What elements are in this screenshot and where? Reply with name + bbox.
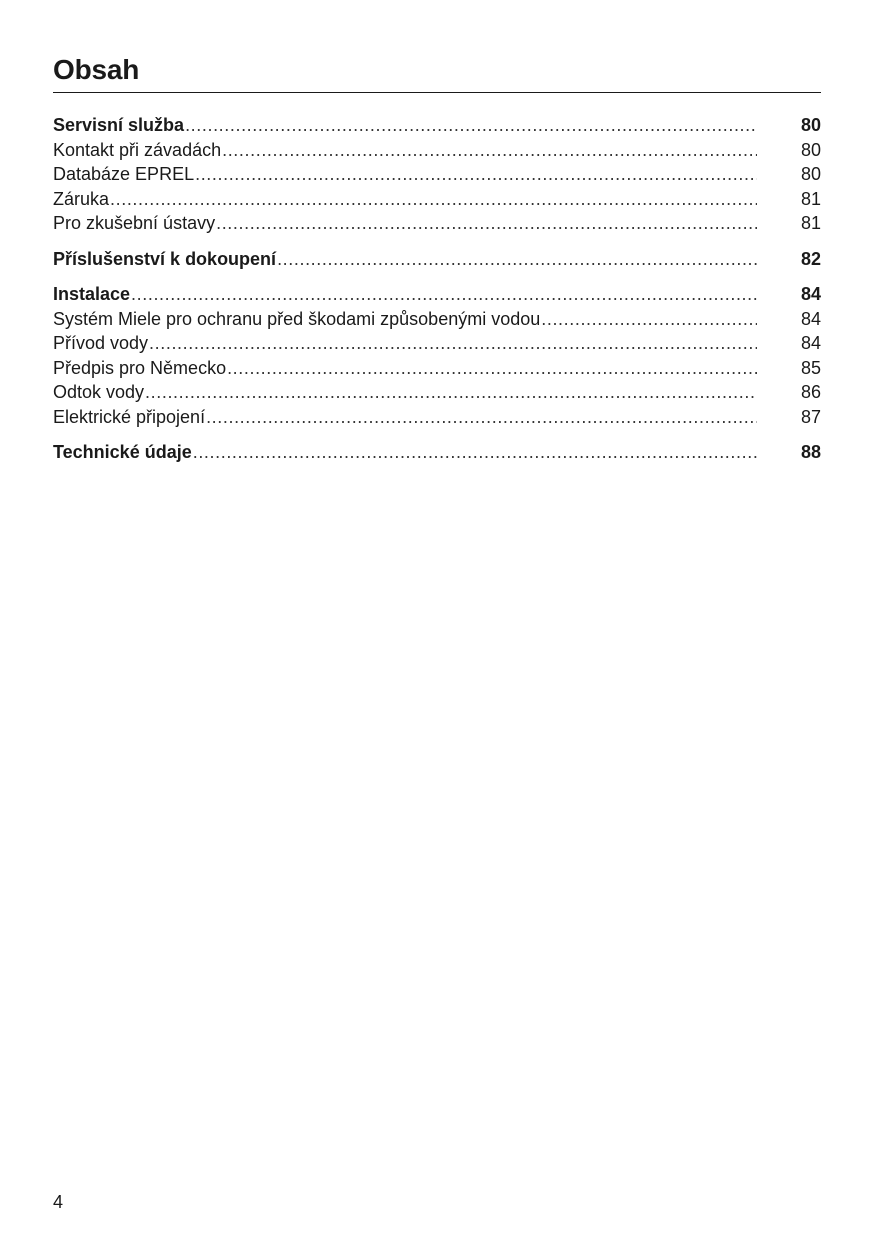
toc-entry-label: Databáze EPREL [53,164,195,184]
toc-entry[interactable] [53,211,821,236]
toc-entry-page: 84 [800,333,821,353]
toc-leader-dots [185,113,757,138]
toc-entry-page: 88 [800,442,821,462]
toc-entry[interactable] [53,138,821,163]
toc-entry-page: 80 [800,164,821,184]
toc-entry-label: Elektrické připojení [53,406,206,427]
toc-leader-dots [541,307,757,332]
toc-entry[interactable] [53,405,821,430]
toc-leader-dots [149,331,757,356]
toc-entry-page: 80 [800,115,821,135]
toc-entry-page: 86 [800,382,821,402]
toc-entry[interactable] [53,307,821,332]
toc-entry-page: 85 [800,357,821,378]
toc-entry-label: Pro zkušební ústavy [53,213,216,233]
page-number: 4 [53,1192,64,1212]
toc-leader-dots [110,187,757,212]
toc-leader-dots [145,380,757,405]
toc-entry-label: Instalace [53,284,131,304]
toc-entry-page: 84 [800,284,821,304]
toc-entry[interactable] [53,356,821,381]
toc-section-prislusenstvi [53,247,821,272]
table-of-contents [53,113,821,476]
toc-entry-page: 81 [800,188,821,209]
toc-entry[interactable] [53,247,821,272]
toc-entry-label: Záruka [53,188,110,209]
toc-entry-label: Servisní služba [53,115,185,135]
toc-entry-page: 87 [800,406,821,427]
toc-entry[interactable] [53,162,821,187]
toc-entry-page: 80 [800,139,821,160]
toc-section-technicke-udaje [53,440,821,465]
toc-leader-dots [193,440,757,465]
toc-entry-page: 82 [800,248,821,269]
toc-entry[interactable] [53,282,821,307]
toc-leader-dots [131,282,757,307]
toc-leader-dots [216,211,757,236]
toc-entry[interactable] [53,440,821,465]
toc-leader-dots [206,405,757,430]
toc-entry-label: Odtok vody [53,382,145,402]
toc-leader-dots [277,247,757,272]
toc-entry[interactable] [53,187,821,212]
toc-section-servisni-sluzba [53,113,821,236]
toc-entry-label: Příslušenství k dokoupení [53,248,277,269]
toc-entry[interactable] [53,331,821,356]
toc-entry-page: 84 [800,308,821,329]
page-title: Obsah [53,54,140,85]
toc-entry-label: Technické údaje [53,442,192,462]
toc-entry[interactable] [53,113,821,138]
toc-entry[interactable] [53,380,821,405]
toc-entry-label: Kontakt při závadách [53,139,222,160]
toc-section-instalace [53,282,821,429]
toc-entry-label: Předpis pro Německo [53,357,227,378]
toc-leader-dots [227,356,757,381]
toc-leader-dots [195,162,757,187]
toc-entry-label: Systém Miele pro ochranu před škodami způsobenými vodou [53,308,541,329]
toc-leader-dots [222,138,757,163]
toc-entry-label: Přívod vody [53,333,149,353]
toc-entry-page: 81 [800,213,821,233]
title-divider [53,92,821,93]
